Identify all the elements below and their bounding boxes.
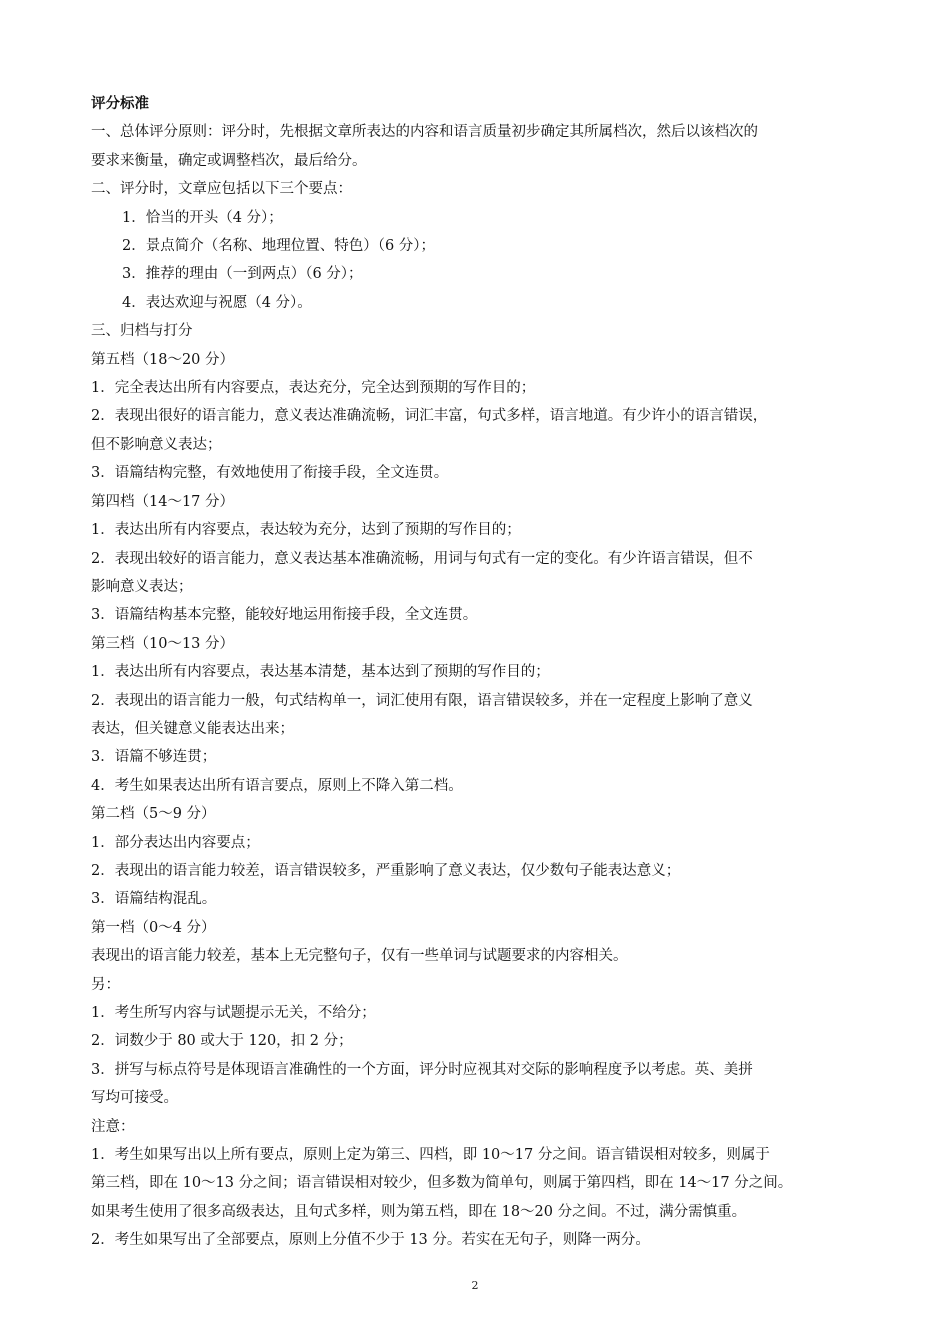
- text-line: 1．表达出所有内容要点，表达基本清楚，基本达到了预期的写作目的；: [91, 664, 550, 681]
- text-line: 3．拼写与标点符号是体现语言准确性的一个方面，评分时应视其对交际的影响程度予以考虑。英、美拼: [91, 1061, 753, 1078]
- document-title: 评分标准: [91, 95, 149, 112]
- grade-heading: 第二档（5～9 分）: [91, 806, 216, 823]
- grade-heading: 第五档（18～20 分）: [91, 351, 235, 368]
- text-line: 表达，但关键意义能表达出来；: [91, 720, 294, 737]
- grade-heading: 第四档（14～17 分）: [91, 493, 235, 510]
- section-heading: 注意：: [91, 1118, 135, 1135]
- text-line: 一、总体评分原则：评分时，先根据文章所表达的内容和语言质量初步确定其所属档次，然后以该档次的: [91, 124, 758, 141]
- text-line: 3．语篇不够连贯；: [91, 749, 217, 766]
- text-line: 影响意义表达；: [91, 578, 193, 595]
- text-line: 1．部分表达出内容要点；: [91, 834, 260, 851]
- text-line: 要求来衡量，确定或调整档次，最后给分。: [91, 152, 367, 169]
- grade-heading: 第一档（0～4 分）: [91, 919, 216, 936]
- section-heading: 二、评分时，文章应包括以下三个要点：: [91, 181, 352, 198]
- text-line: 3．语篇结构完整，有效地使用了衔接手段，全文连贯。: [91, 465, 449, 482]
- list-item: 4．表达欢迎与祝愿（4 分）。: [122, 294, 312, 311]
- list-item: 3．推荐的理由（一到两点）（6 分）；: [122, 266, 363, 283]
- page-number: 2: [471, 1279, 479, 1292]
- text-line: 1．考生所写内容与试题提示无关，不给分；: [91, 1005, 376, 1021]
- text-line: 2．考生如果写出了全部要点，原则上分值不少于 13 分。若实在无句子，则降一两分。: [91, 1232, 650, 1249]
- text-line: 2．表现出的语言能力较差，语言错误较多，严重影响了意义表达，仅少数句子能表达意义；: [91, 862, 681, 879]
- text-line: 表现出的语言能力较差，基本上无完整句子，仅有一些单词与试题要求的内容相关。: [91, 948, 628, 965]
- text-line: 如果考生使用了很多高级表达，且句式多样，则为第五档，即在 18～20 分之间。不过，满分需慎重。: [91, 1203, 747, 1220]
- text-line: 写均可接受。: [91, 1090, 178, 1107]
- list-item: 1．恰当的开头（4 分）；: [122, 209, 283, 226]
- section-heading: 三、归档与打分: [91, 323, 193, 340]
- document-body: [91, 90, 871, 1255]
- section-heading: 另：: [91, 976, 120, 993]
- text-line: 2．词数少于 80 或大于 120，扣 2 分；: [91, 1033, 353, 1050]
- text-line: 3．语篇结构基本完整，能较好地运用衔接手段，全文连贯。: [91, 607, 478, 624]
- text-line: 第三档，即在 10～13 分之间；语言错误相对较少，但多数为简单句，则属于第四档，即在 14～17 分之间。: [91, 1175, 793, 1192]
- text-line: 2．表现出很好的语言能力，意义表达准确流畅，词汇丰富，句式多样，语言地道。有少许小的语言错误，: [91, 408, 768, 425]
- list-item: 2．景点简介（名称、地理位置、特色）（6 分）；: [122, 238, 436, 255]
- grade-heading: 第三档（10～13 分）: [91, 635, 235, 652]
- text-line: 但不影响意义表达；: [91, 436, 222, 453]
- text-line: 2．表现出的语言能力一般，句式结构单一，词汇使用有限，语言错误较多，并在一定程度上影响了意义: [91, 692, 753, 709]
- text-line: 1．表达出所有内容要点，表达较为充分，达到了预期的写作目的；: [91, 522, 521, 539]
- text-line: 4．考生如果表达出所有语言要点，原则上不降入第二档。: [91, 777, 463, 794]
- text-line: 2．表现出较好的语言能力，意义表达基本准确流畅，用词与句式有一定的变化。有少许语言错误，但不: [91, 550, 753, 567]
- text-line: 3．语篇结构混乱。: [91, 891, 217, 908]
- text-line: 1．考生如果写出以上所有要点，原则上定为第三、四档，即 10～17 分之间。语言错误相对较多，则属于: [91, 1147, 770, 1164]
- text-line: 1．完全表达出所有内容要点，表达充分，完全达到预期的写作目的；: [91, 380, 536, 397]
